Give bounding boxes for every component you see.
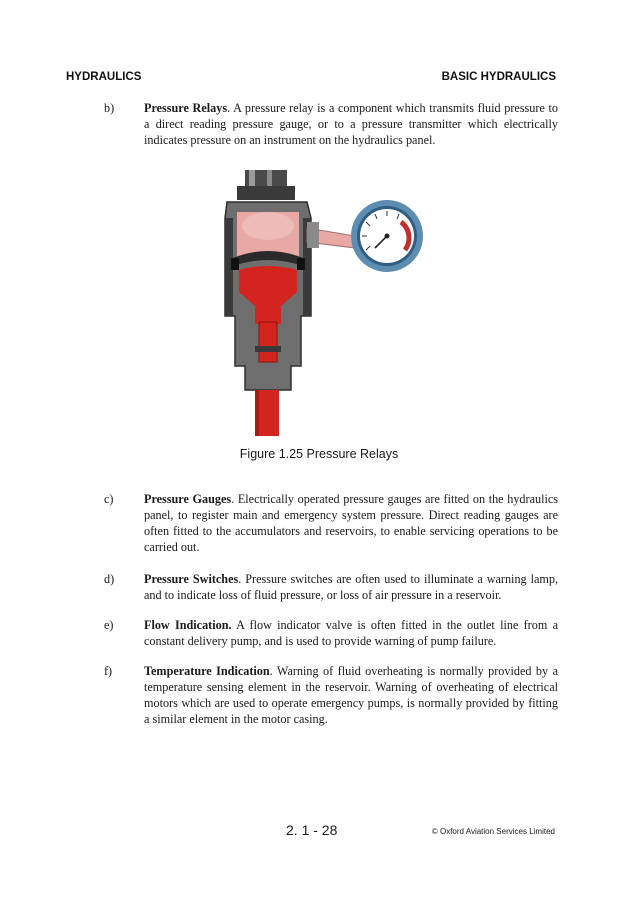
header-section: BASIC HYDRAULICS	[441, 71, 556, 83]
item-label: b)	[104, 101, 115, 115]
item-title: Pressure Relays	[144, 101, 228, 115]
item-body: . Warning of fluid overheating is normally provided by a temperature sensing element in the reservoir. Warning of overheating of electrical motors which are used to operate emergency pumps, is normally provided by fitting a similar element in the motor casing.	[144, 664, 558, 726]
item-text	[144, 617, 558, 649]
item-body: . A pressure relay is a component which transmits fluid pressure to a direct reading pressure gauge, or to a pressure transmitter which electrically indicates pressure on an instrument on the hydraulics panel.	[144, 101, 558, 147]
figure-caption: Figure 1.25 Pressure Relays	[239, 447, 399, 461]
pressure-relay-diagram	[215, 166, 445, 436]
item-label: f)	[104, 664, 113, 678]
item-title: Pressure Switches	[144, 572, 239, 586]
item-text	[144, 491, 558, 555]
piston	[259, 322, 277, 362]
item-title: Flow Indication.	[144, 618, 232, 632]
item-body: . Electrically operated pressure gauges are fitted on the hydraulics panel, to register main and emergency system pressure. Direct reading gauges are often fitted to the accumulators and reservoirs, to enable servicing operations to be carried out.	[144, 492, 558, 554]
item-body: A flow indicator valve is often fitted in the outlet line from a constant delivery pump, and is used to provide warning of pump failure.	[144, 618, 558, 648]
copyright-notice: © Oxford Aviation Services Limited	[431, 827, 555, 836]
item-text	[144, 100, 558, 148]
item-label: d)	[104, 572, 115, 586]
item-title: Temperature Indication	[144, 664, 270, 678]
item-title: Pressure Gauges	[144, 492, 232, 506]
page-number: 2. 1 - 28	[286, 822, 338, 838]
item-text	[144, 571, 558, 603]
item-text	[144, 663, 558, 727]
item-label: c)	[104, 492, 114, 506]
header-chapter: HYDRAULICS	[66, 71, 142, 83]
item-label: e)	[104, 618, 114, 632]
item-body: . Pressure switches are often used to illuminate a warning lamp, and to indicate loss of fluid pressure, or loss of air pressure in a reservoir.	[144, 572, 558, 602]
